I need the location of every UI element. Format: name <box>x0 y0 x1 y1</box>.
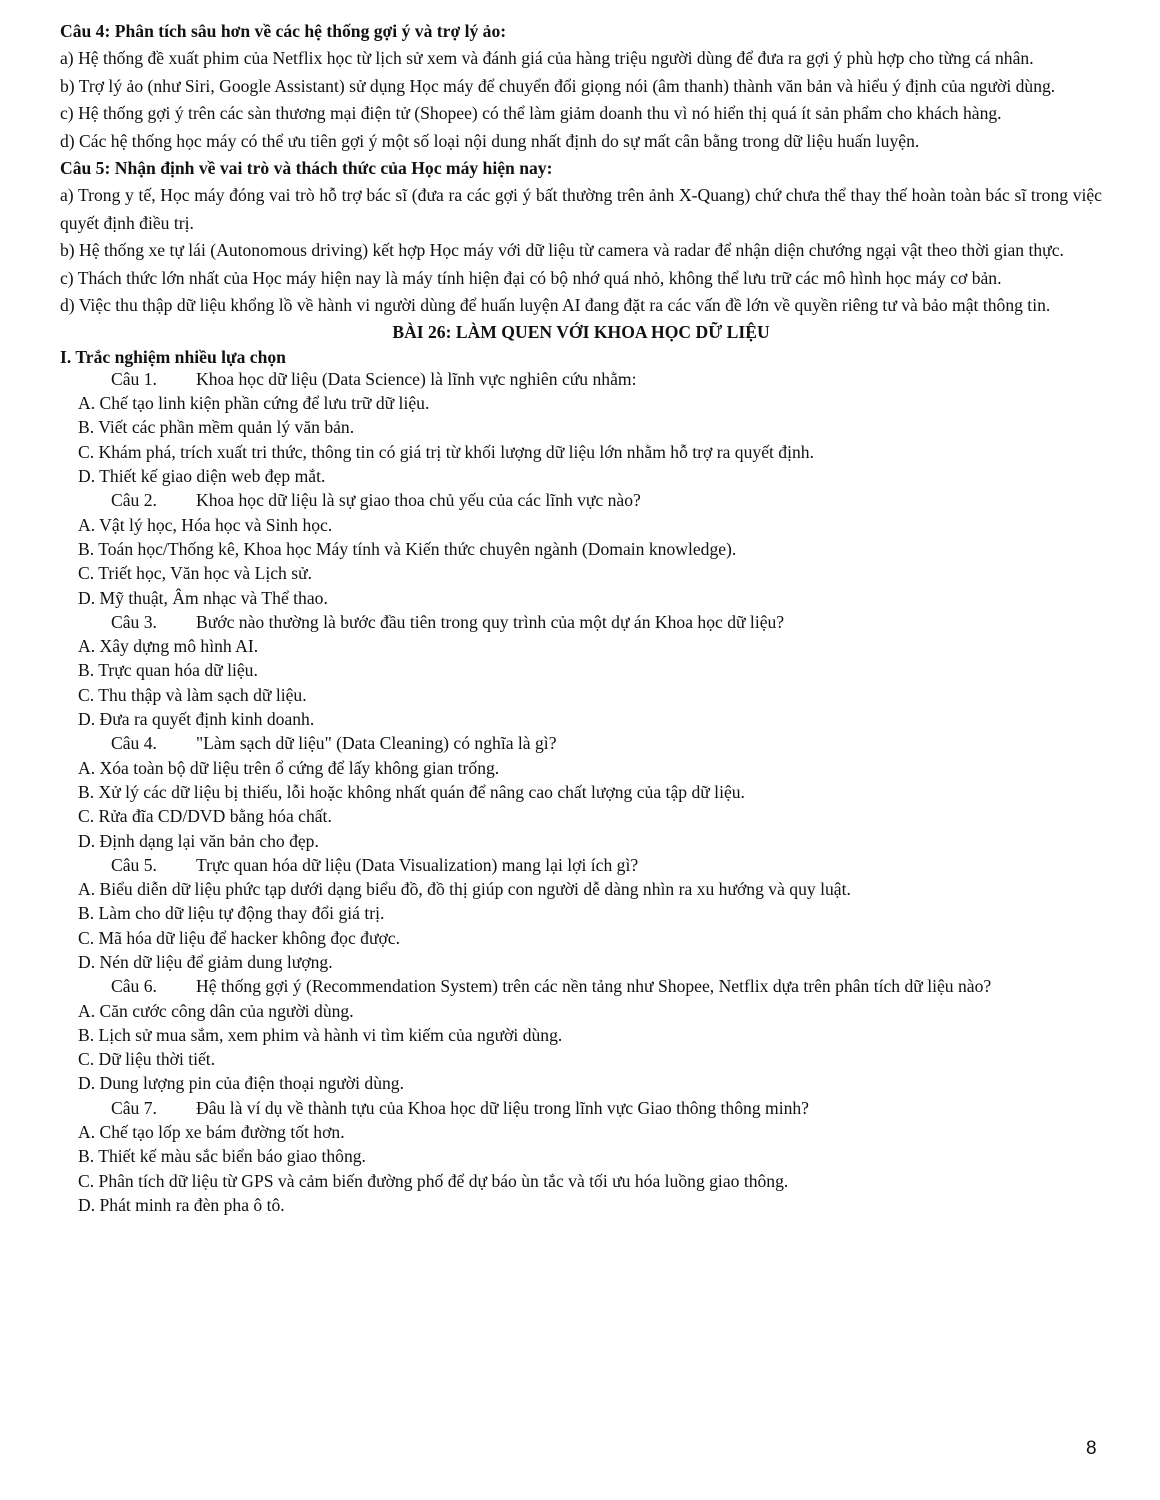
question <box>60 974 1102 998</box>
answer-option: C. Mã hóa dữ liệu để hacker không đọc được. <box>78 927 401 948</box>
answer-option: C. Phân tích dữ liệu từ GPS và cảm biến đường phố để dự báo ùn tắc và tối ưu hóa luồng giao thông. <box>78 1170 789 1191</box>
question-number: Câu 4. <box>111 733 157 754</box>
section5-heading: Câu 5: Nhận định về vai trò và thách thức của Học máy hiện nay: <box>60 158 553 179</box>
question-text: Đâu là ví dụ về thành tựu của Khoa học dữ liệu trong lĩnh vực Giao thông thông minh? <box>196 1097 809 1118</box>
question-text: "Làm sạch dữ liệu" (Data Cleaning) có nghĩa là gì? <box>196 733 557 754</box>
part-title: I. Trắc nghiệm nhiều lựa chọn <box>60 346 286 367</box>
section5-item-b: b) Hệ thống xe tự lái (Autonomous driving) kết hợp Học máy với dữ liệu từ camera và radar để nhận diện chướng ngại vật theo thời gian thực. <box>60 240 1064 261</box>
question-number: Câu 5. <box>111 854 157 875</box>
question <box>60 488 1102 512</box>
answer-option: D. Dung lượng pin của điện thoại người dùng. <box>78 1073 404 1094</box>
question-number: Câu 6. <box>111 976 157 997</box>
answer-option: A. Chế tạo lốp xe bám đường tốt hơn. <box>78 1122 345 1143</box>
section4-item-a: a) Hệ thống đề xuất phim của Netflix học từ lịch sử xem và đánh giá của hàng triệu người dùng để đưa ra gợi ý phù hợp cho từng cá nhân. <box>60 48 1034 69</box>
section5-item-d: d) Việc thu thập dữ liệu khổng lồ về hành vi người dùng để huấn luyện AI đang đặt ra các vấn đề lớn về quyền riêng tư và bảo mật thông tin. <box>60 295 1051 316</box>
lesson-title: BÀI 26: LÀM QUEN VỚI KHOA HỌC DỮ LIỆU <box>392 322 770 343</box>
question <box>60 610 1102 634</box>
answer-option: B. Trực quan hóa dữ liệu. <box>78 660 258 681</box>
answer-option: A. Xóa toàn bộ dữ liệu trên ổ cứng để lấy không gian trống. <box>78 757 500 778</box>
answer-option: A. Xây dựng mô hình AI. <box>78 636 259 657</box>
question-text: Hệ thống gợi ý (Recommendation System) trên các nền tảng như Shopee, Netflix dựa trên phân tích dữ liệu nào? <box>196 976 992 997</box>
question-number: Câu 2. <box>111 490 157 511</box>
answer-option: D. Định dạng lại văn bản cho đẹp. <box>78 830 319 851</box>
page-number: 8 <box>1086 1438 1097 1459</box>
section4-heading: Câu 4: Phân tích sâu hơn về các hệ thống gợi ý và trợ lý ảo: <box>60 21 507 41</box>
question-number: Câu 7. <box>111 1097 157 1118</box>
answer-option: C. Khám phá, trích xuất tri thức, thông tin có giá trị từ khối lượng dữ liệu lớn nhằm hỗ trợ ra quyết định. <box>78 441 814 462</box>
answer-option: B. Xử lý các dữ liệu bị thiếu, lỗi hoặc không nhất quán để nâng cao chất lượng của tập dữ liệu. <box>78 781 745 802</box>
answer-option: D. Phát minh ra đèn pha ô tô. <box>78 1194 285 1215</box>
section4-item-d: d) Các hệ thống học máy có thể ưu tiên gợi ý một số loại nội dung nhất định do sự mất cân bằng trong dữ liệu huấn luyện. <box>60 130 920 151</box>
question-text: Khoa học dữ liệu là sự giao thoa chủ yếu của các lĩnh vực nào? <box>196 490 641 511</box>
answer-option: D. Nén dữ liệu để giảm dung lượng. <box>78 952 333 972</box>
question-text: Trực quan hóa dữ liệu (Data Visualization) mang lại lợi ích gì? <box>196 854 639 875</box>
section5-item-c: c) Thách thức lớn nhất của Học máy hiện nay là máy tính hiện đại có bộ nhớ quá nhỏ, không thể lưu trữ các mô hình học máy cơ bản. <box>60 267 1002 288</box>
answer-option: B. Thiết kế màu sắc biển báo giao thông. <box>78 1146 366 1167</box>
section4-item-b: b) Trợ lý ảo (như Siri, Google Assistant) sử dụng Học máy để chuyển đổi giọng nói (âm thanh) thành văn bản và hiểu ý định của người dùng. <box>60 75 1056 96</box>
answer-option: A. Vật lý học, Hóa học và Sinh học. <box>78 514 333 535</box>
answer-option: B. Toán học/Thống kê, Khoa học Máy tính và Kiến thức chuyên ngành (Domain knowledge). <box>78 538 737 559</box>
question-number: Câu 1. <box>111 368 157 389</box>
question <box>60 853 1102 877</box>
answer-option: A. Biểu diễn dữ liệu phức tạp dưới dạng biểu đồ, đồ thị giúp con người dễ dàng nhìn ra xu hướng và quy luật. <box>78 879 851 900</box>
answer-option: D. Mỹ thuật, Âm nhạc và Thể thao. <box>78 587 328 608</box>
answer-option: C. Thu thập và làm sạch dữ liệu. <box>78 684 307 705</box>
answer-option: A. Căn cước công dân của người dùng. <box>78 1000 354 1021</box>
section5-item-a: a) Trong y tế, Học máy đóng vai trò hỗ trợ bác sĩ (đưa ra các gợi ý bất thường trên ảnh X-Quang) chứ chưa thể thay thế hoàn toàn bác sĩ trong việc quyết định điều trị. <box>60 185 1102 233</box>
question <box>60 731 1102 755</box>
answer-option: D. Đưa ra quyết định kinh doanh. <box>78 709 315 730</box>
answer-option: B. Viết các phần mềm quản lý văn bản. <box>78 417 355 438</box>
answer-option: C. Triết học, Văn học và Lịch sử. <box>78 563 313 584</box>
answer-option: A. Chế tạo linh kiện phần cứng để lưu trữ dữ liệu. <box>78 393 430 414</box>
question-text: Bước nào thường là bước đầu tiên trong quy trình của một dự án Khoa học dữ liệu? <box>196 611 785 632</box>
question <box>60 367 1102 391</box>
answer-option: C. Dữ liệu thời tiết. <box>78 1049 216 1070</box>
section4-item-c: c) Hệ thống gợi ý trên các sàn thương mại điện tử (Shopee) có thể làm giảm doanh thu vì nó hiển thị quá ít sản phẩm cho khách hàng. <box>60 103 1002 124</box>
answer-option: B. Làm cho dữ liệu tự động thay đổi giá trị. <box>78 903 385 924</box>
answer-option: B. Lịch sử mua sắm, xem phim và hành vi tìm kiếm của người dùng. <box>78 1024 563 1045</box>
question <box>60 1096 1102 1120</box>
question-number: Câu 3. <box>111 611 157 632</box>
document-page <box>60 18 1102 1217</box>
multiple-choice-list <box>60 367 1102 1217</box>
answer-option: D. Thiết kế giao diện web đẹp mắt. <box>78 466 326 487</box>
answer-option: C. Rửa đĩa CD/DVD bằng hóa chất. <box>78 806 332 827</box>
question-text: Khoa học dữ liệu (Data Science) là lĩnh vực nghiên cứu nhằm: <box>196 368 637 389</box>
